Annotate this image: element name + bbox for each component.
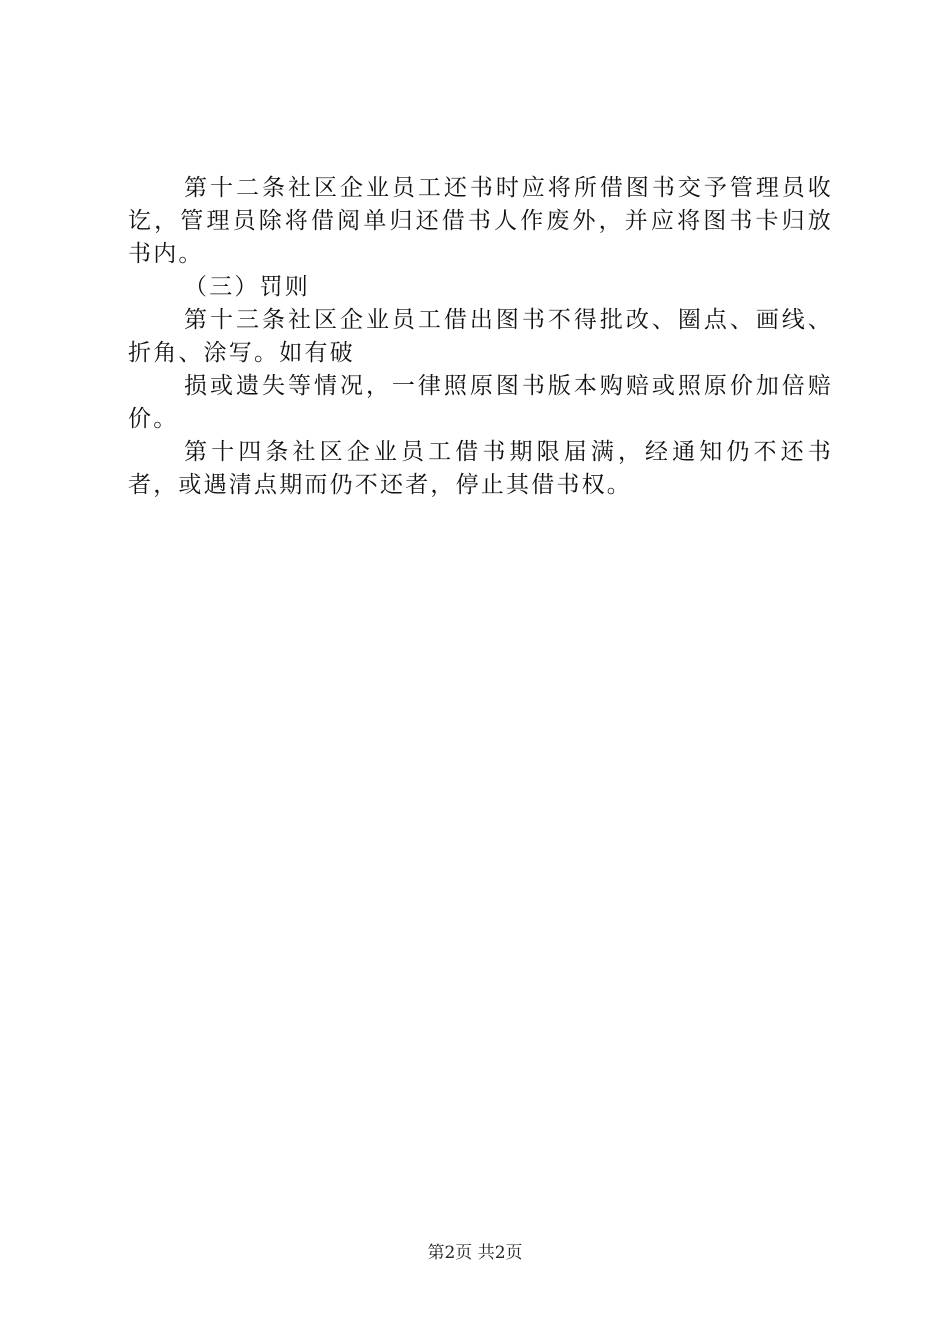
paragraph-article-14: 第十四条社区企业员工借书期限届满，经通知仍不还书者，或遇清点期而仍不还者，停止其借书权。 [128,439,833,498]
paragraph-article-13: 第十三条社区企业员工借出图书不得批改、圈点、画线、折角、涂写。如有破 [128,307,833,366]
document-body [128,172,833,502]
page-total: 共2页 [477,1243,523,1263]
paragraph-article-13-continued: 损或遗失等情况，一律照原图书版本购赔或照原价加倍赔价。 [128,373,833,432]
page-footer [0,1241,950,1265]
section-heading-penalties: （三）罚则 [184,274,310,300]
page-number: 第2页 [427,1243,473,1263]
paragraph-article-12: 第十二条社区企业员工还书时应将所借图书交予管理员收讫，管理员除将借阅单归还借书人作废外，并应将图书卡归放书内。 [128,175,833,267]
